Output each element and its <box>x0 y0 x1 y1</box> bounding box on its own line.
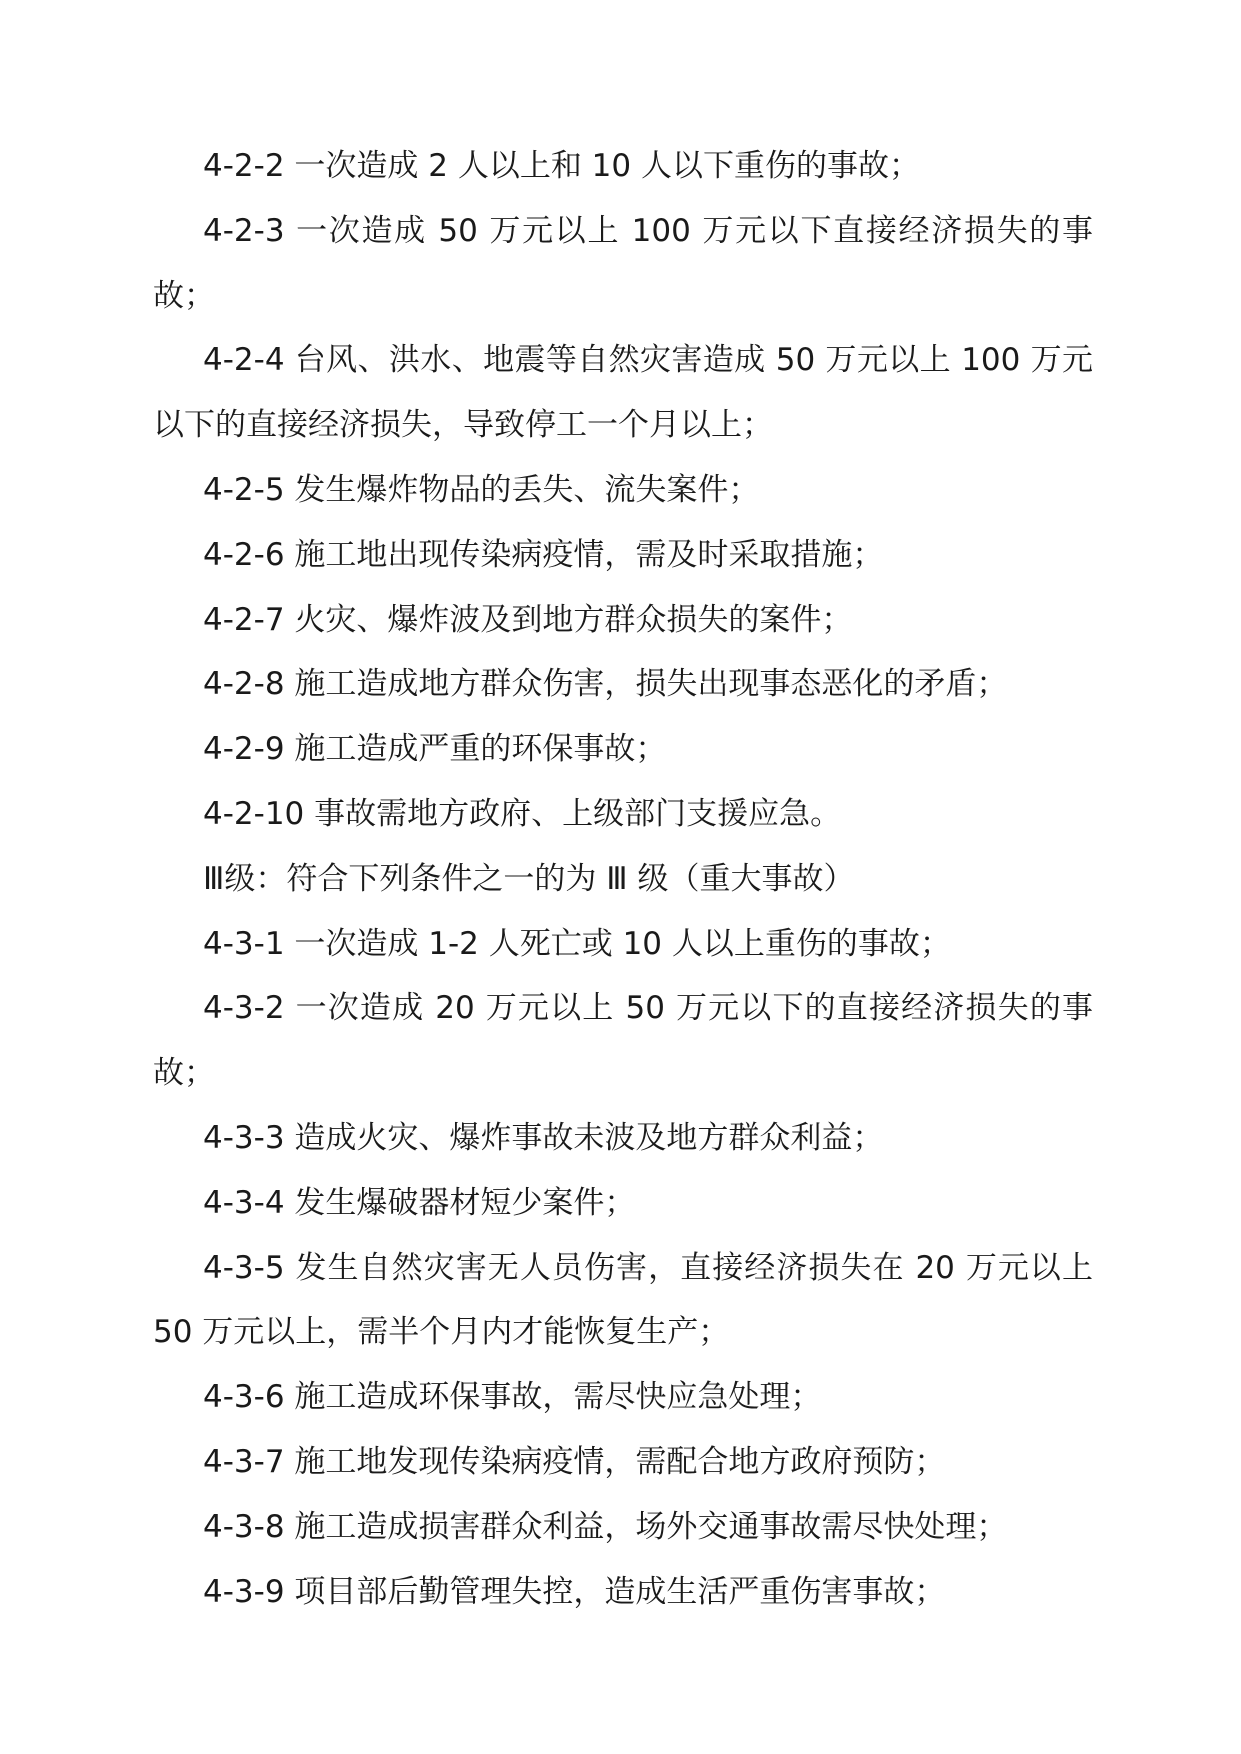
paragraph-4-2-10: 4-2-10 事故需地方政府、上级部门支援应急。 <box>203 795 842 832</box>
paragraph-4-2-5: 4-2-5 发生爆炸物品的丢失、流失案件； <box>203 471 760 508</box>
document-body <box>153 134 1093 1624</box>
paragraph-4-2-9: 4-2-9 施工造成严重的环保事故； <box>203 731 667 768</box>
level-3-heading: Ⅲ级：符合下列条件之一的为 Ⅲ 级（重大事故） <box>203 860 855 897</box>
paragraph-4-2-4: 4-2-4 台风、洪水、地震等自然灾害造成 50 万元以上 100 万元以下的直接经济损失，导致停工一个月以上； <box>153 342 1093 444</box>
paragraph-4-3-2: 4-3-2 一次造成 20 万元以上 50 万元以下的直接经济损失的事故； <box>153 990 1093 1092</box>
paragraph-4-3-1: 4-3-1 一次造成 1-2 人死亡或 10 人以上重伤的事故； <box>203 925 951 962</box>
paragraph-4-2-2: 4-2-2 一次造成 2 人以上和 10 人以下重伤的事故； <box>203 148 920 184</box>
paragraph-4-2-7: 4-2-7 火灾、爆炸波及到地方群众损失的案件； <box>203 601 853 638</box>
paragraph-4-3-9: 4-3-9 项目部后勤管理失控，造成生活严重伤害事故； <box>203 1573 946 1610</box>
paragraph-4-3-4: 4-3-4 发生爆破器材短少案件； <box>203 1184 636 1221</box>
paragraph-4-3-6: 4-3-6 施工造成环保事故，需尽快应急处理； <box>203 1379 822 1416</box>
paragraph-4-3-8: 4-3-8 施工造成损害群众利益，场外交通事故需尽快处理； <box>203 1508 1008 1545</box>
paragraph-4-3-7: 4-3-7 施工地发现传染病疫情，需配合地方政府预防； <box>203 1443 946 1480</box>
paragraph-4-2-6: 4-2-6 施工地出现传染病疫情，需及时采取措施； <box>203 536 884 573</box>
paragraph-4-3-5: 4-3-5 发生自然灾害无人员伤害，直接经济损失在 20 万元以上 50 万元以上，需半个月内才能恢复生产； <box>153 1249 1093 1351</box>
paragraph-4-2-3: 4-2-3 一次造成 50 万元以上 100 万元以下直接经济损失的事故； <box>153 212 1093 314</box>
paragraph-4-2-8: 4-2-8 施工造成地方群众伤害，损失出现事态恶化的矛盾； <box>203 666 1008 703</box>
paragraph-4-3-3: 4-3-3 造成火灾、爆炸事故未波及地方群众利益； <box>203 1119 884 1156</box>
